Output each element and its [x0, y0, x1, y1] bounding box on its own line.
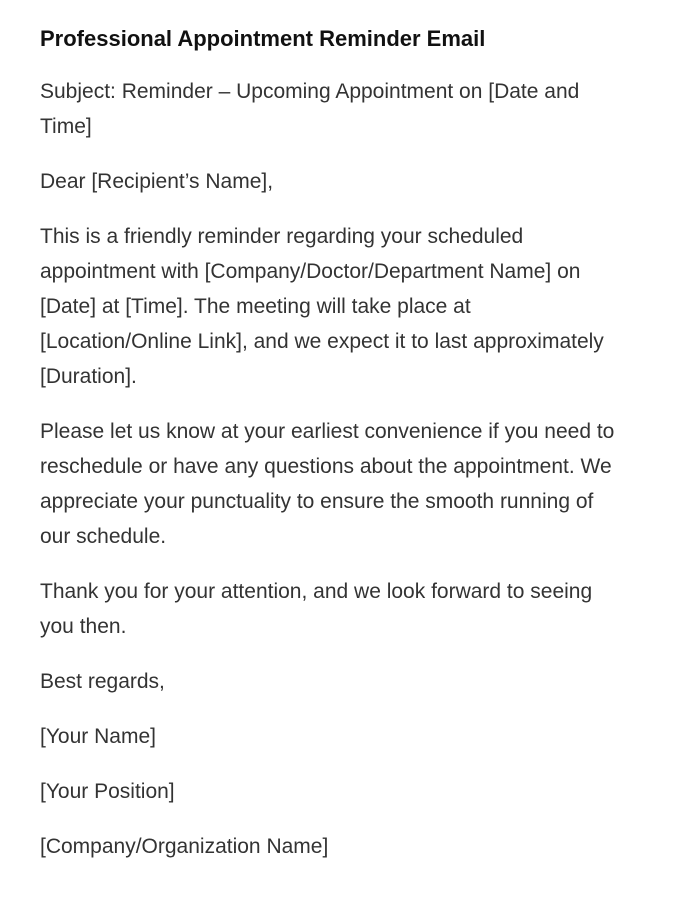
salutation: Dear [Recipient’s Name],: [40, 170, 274, 193]
signature-position: [Your Position]: [40, 780, 175, 803]
subject-line: Subject: Reminder – Upcoming Appointment on [Date and Time]: [40, 80, 580, 138]
body-paragraph-reschedule-note: Please let us know at your earliest convenience if you need to reschedule or have any questions about the appointment. We appreciate your punctuality to ensure the smooth running of our schedule.: [40, 420, 615, 548]
page-title: Professional Appointment Reminder Email: [40, 26, 486, 51]
signature-company: [Company/Organization Name]: [40, 835, 329, 858]
body-paragraph-reminder-details: This is a friendly reminder regarding your scheduled appointment with [Company/Doctor/Department Name] on [Date] at [Time]. The meeting will take place at [Location/Online Link], and we expect it to last approximately [Duration].: [40, 225, 604, 388]
signature-name: [Your Name]: [40, 725, 156, 748]
signoff: Best regards,: [40, 670, 165, 693]
body-paragraph-thank-you: Thank you for your attention, and we look forward to seeing you then.: [40, 580, 593, 638]
